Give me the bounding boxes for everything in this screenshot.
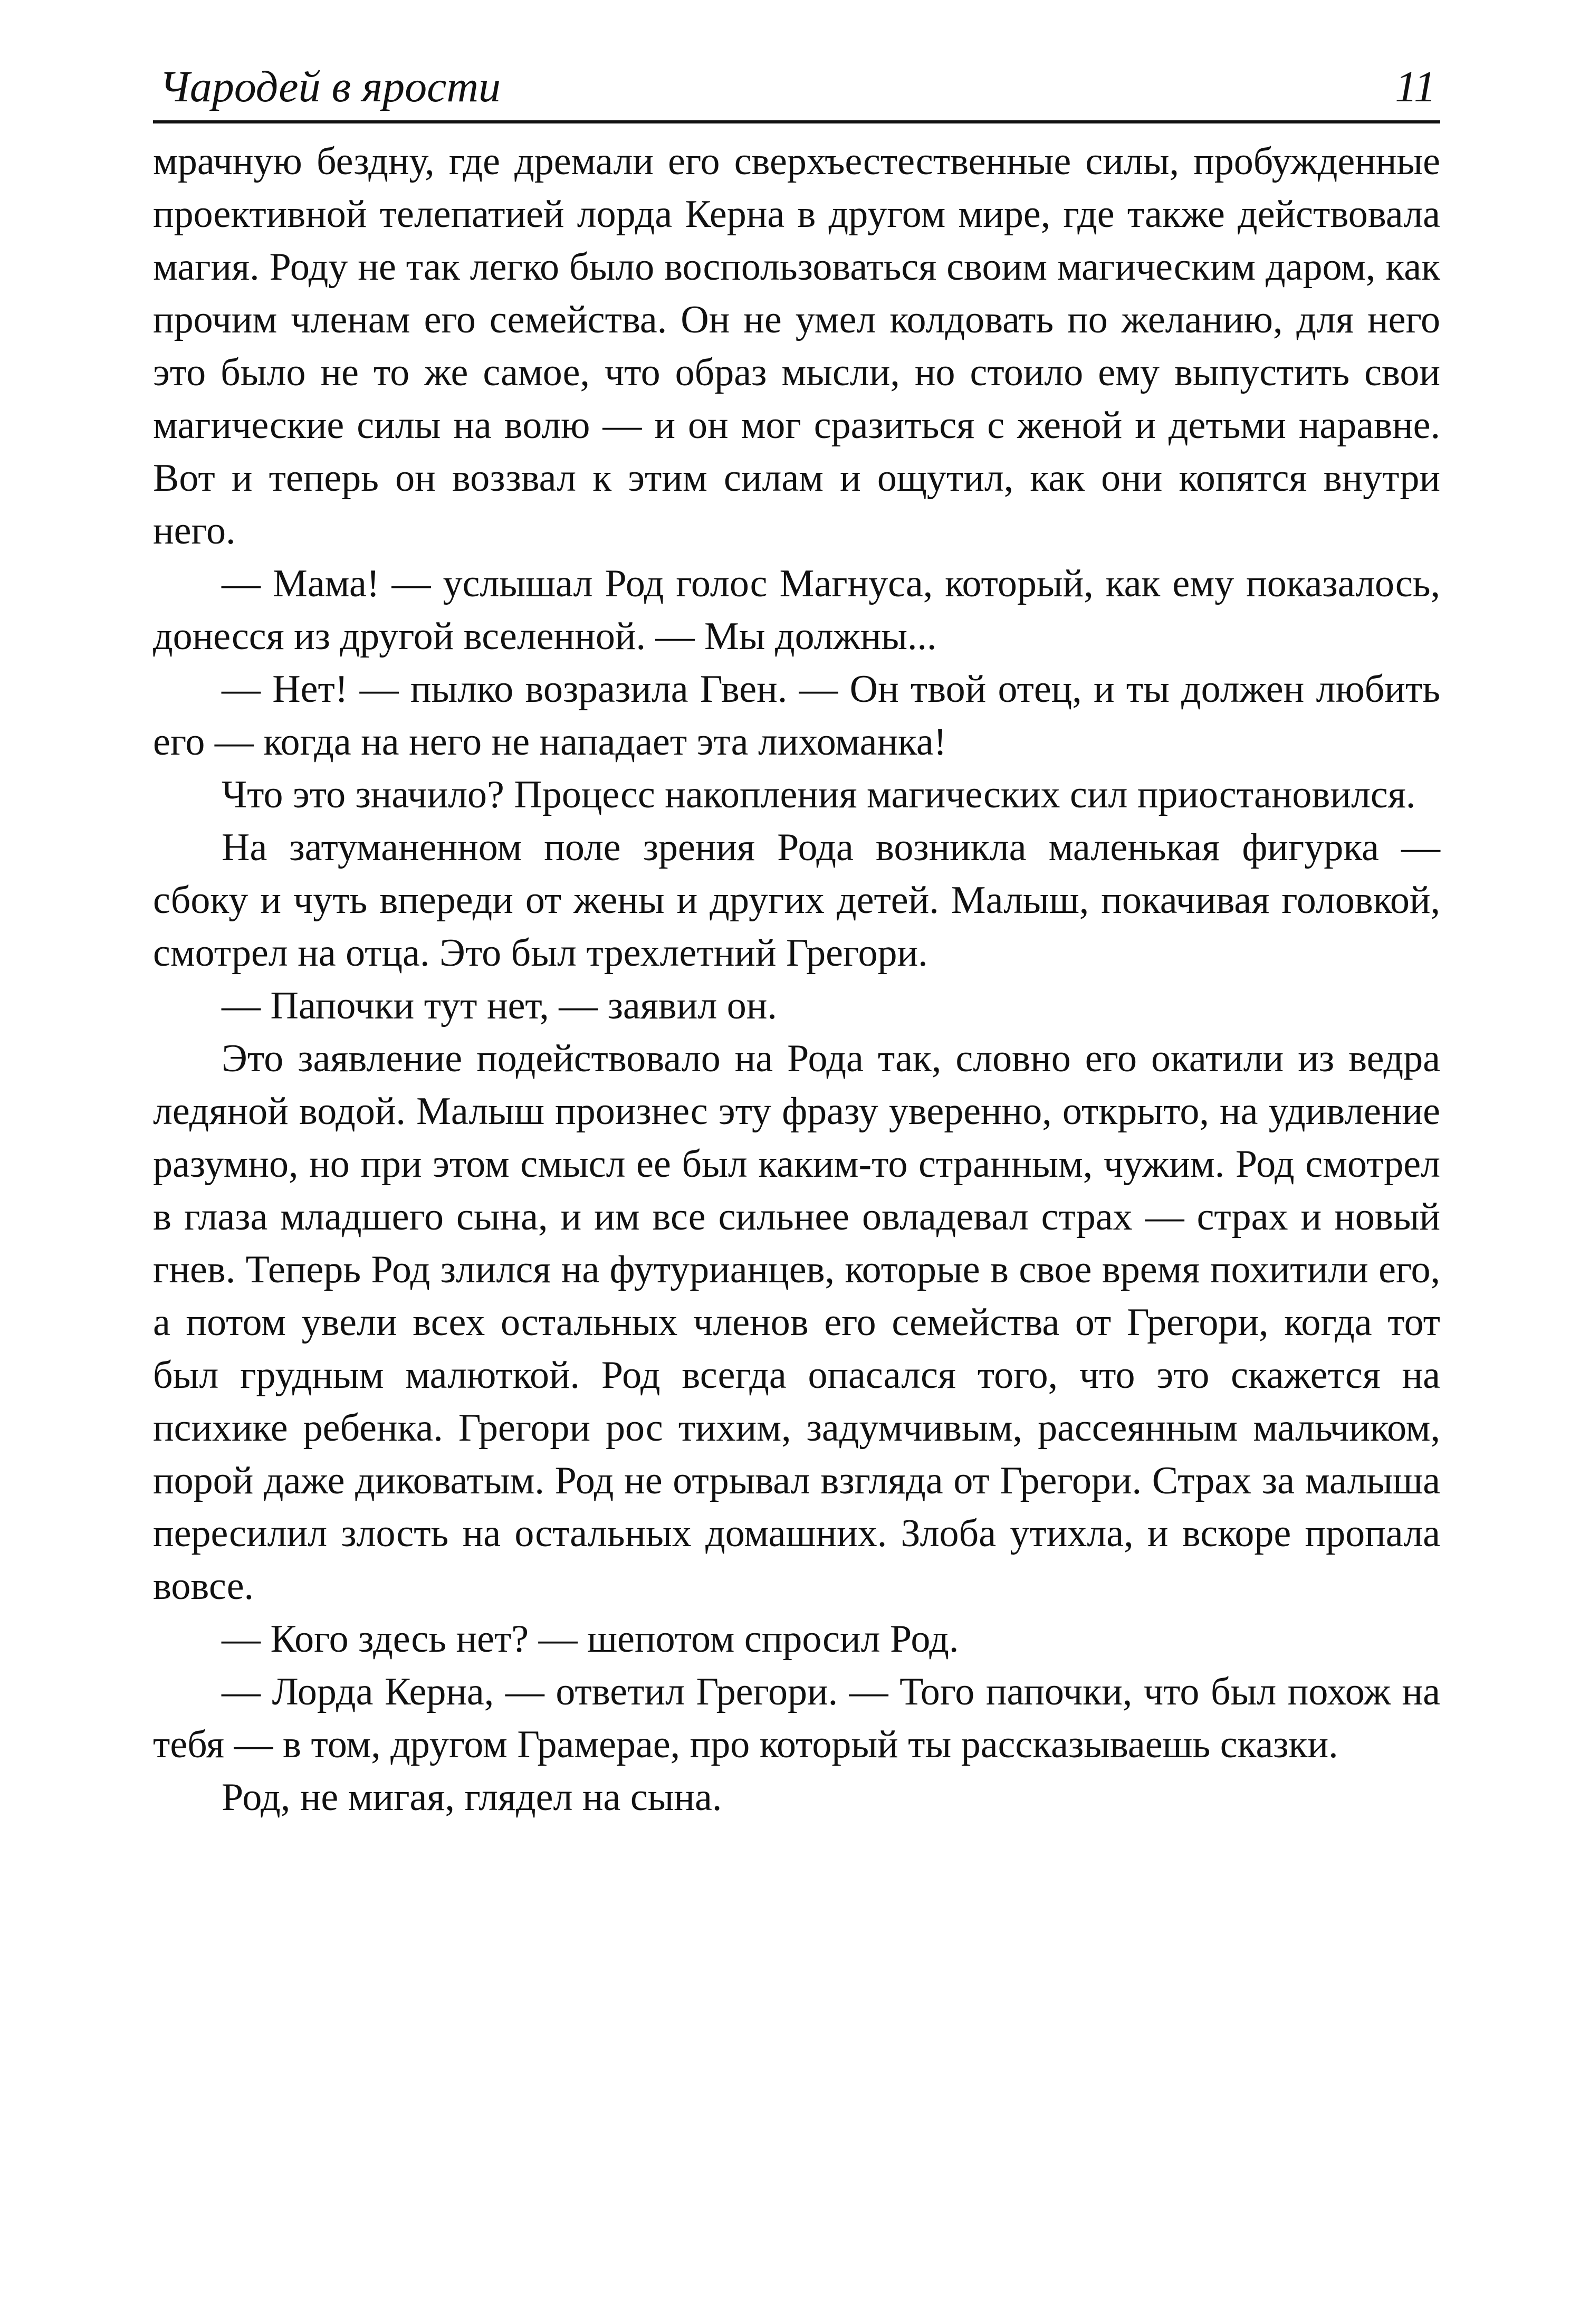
paragraph: Род, не мигая, глядел на сына. [222, 1776, 722, 1819]
paragraph: Что это значило? Процесс накопления магических сил приостановился. [222, 773, 1416, 816]
running-header [153, 58, 1440, 123]
book-page [153, 58, 1440, 1824]
paragraph: — Мама! — услышал Род голос Магнуса, который, как ему показалось, донесся из другой вселенной. — Мы должны... [153, 562, 1440, 658]
paragraph: — Папочки тут нет, — заявил он. [222, 984, 777, 1027]
body-text [153, 135, 1440, 1824]
paragraph: — Лорда Керна, — ответил Грегори. — Того папочки, что был похож на тебя — в том, другом Грамерае, про который ты рассказываешь сказки. [153, 1670, 1440, 1766]
paragraph: Это заявление подействовало на Рода так, словно его окатили из ведра ледяной водой. Малыш произнес эту фразу уверенно, открыто, на удивление разумно, но при этом смысл ее был каким-то странным, чужим. Род смотрел в глаза младшего сына, и им все сильнее овладевал страх — страх и новый гнев. Теперь Род злился на футурианцев, которые в свое время похитили его, а потом увели всех остальных членов его семейства от Грегори, когда тот был грудным малюткой. Род всегда опасался того, что это скажется на психике ребенка. Грегори рос тихим, задумчивым, рассеянным мальчиком, порой даже диковатым. Род не отрывал взгляда от Грегори. Страх за малыша пересилил злость на остальных домашних. Злоба утихла, и вскоре пропала вовсе. [153, 1037, 1440, 1608]
book-title: Чародей в ярости [159, 62, 501, 111]
paragraph: — Нет! — пылко возразила Гвен. — Он твой отец, и ты должен любить его — когда на него не нападает эта лихоманка! [153, 668, 1440, 764]
paragraph: — Кого здесь нет? — шепотом спросил Род. [222, 1617, 959, 1661]
paragraph: На затуманенном поле зрения Рода возникла маленькая фигурка — сбоку и чуть впереди от жены и других детей. Малыш, покачивая головкой, смотрел на отца. Это был трехлетний Грегори. [153, 826, 1440, 975]
page-number: 11 [1395, 62, 1436, 111]
paragraph: мрачную бездну, где дремали его сверхъестественные силы, пробужденные проективной телепатией лорда Керна в другом мире, где также действовала магия. Роду не так легко было воспользоваться своим магическим даром, как прочим членам его семейства. Он не умел колдовать по желанию, для него это было не то же самое, что образ мысли, но стоило ему выпустить свои магические силы на волю — и он мог сразиться с женой и детьми наравне. Вот и теперь он воззвал к этим силам и ощутил, как они копятся внутри него. [153, 140, 1440, 553]
